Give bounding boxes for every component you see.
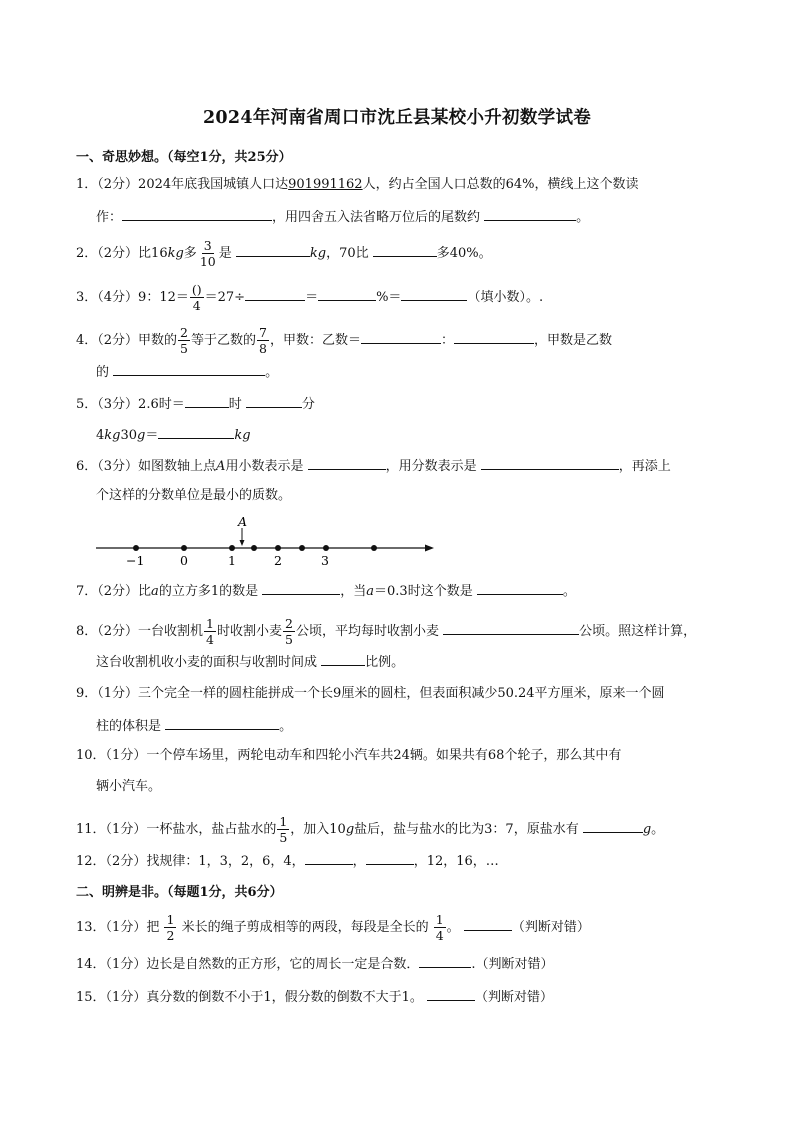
answer-blank[interactable] [246, 394, 302, 408]
answer-blank[interactable] [373, 243, 437, 257]
answer-blank[interactable] [236, 243, 310, 257]
number-line-svg [92, 512, 442, 574]
tick-dot [133, 545, 139, 551]
population-number: 901991162 [288, 177, 363, 192]
question-9-line-2: 柱的体积是 。 [96, 716, 292, 736]
tick-dot [229, 545, 235, 551]
answer-blank[interactable] [321, 652, 365, 666]
question-12: 12．（2分）找规律：1，3，2，6，4， ， ，12，16，… [76, 851, 499, 871]
tick-dot [299, 545, 305, 551]
question-5-line-1: 5．（3分）2.6时＝ 时 分 [76, 394, 315, 414]
answer-blank[interactable] [165, 716, 279, 730]
answer-blank[interactable] [464, 917, 512, 931]
tick-dot [371, 545, 377, 551]
question-8-line-2: 这台收割机收小麦的面积与收割时间成 比例。 [96, 652, 404, 672]
fraction: $\frac{1}{2}$ [166, 912, 175, 943]
question-3: 3．（4分）9：12＝ $\frac{()}{4}$ ＝27÷ ＝ %＝ （填小数）。. [76, 282, 544, 313]
question-10-line-2: 辆小汽车。 [96, 779, 162, 794]
question-11: 11．（1分）一杯盐水，盐占盐水的 $\frac{1}{5}$ ，加入10g盐后，盐与盐水的比为3：7，原盐水有 g。 [76, 814, 665, 845]
number-line-figure [92, 512, 442, 574]
answer-blank[interactable] [427, 987, 475, 1001]
question-1-line-1: 1．（2分）2024年底我国城镇人口达901991162人，约占全国人口总数的64%，横线上这个数读 [76, 177, 639, 192]
fraction: $\frac{1}{5}$ [279, 814, 288, 845]
point-a-arrowhead-icon [240, 540, 245, 546]
tick-dot [251, 545, 257, 551]
answer-blank[interactable] [443, 621, 579, 635]
answer-blank[interactable] [419, 954, 471, 968]
question-15: 15．（1分）真分数的倒数不小于1，假分数的倒数不大于1。 （判断对错） [76, 987, 553, 1007]
tick-dot [275, 545, 281, 551]
section-1-heading: 一、奇思妙想。（每空1分，共25分） [76, 150, 292, 165]
fraction: $\frac{7}{8}$ [259, 325, 267, 356]
tick-label: 1 [228, 553, 236, 568]
answer-blank[interactable] [401, 287, 467, 301]
fraction: $\frac{1}{4}$ [206, 616, 214, 647]
section-2-heading: 二、明辨是非。（每题1分，共6分） [76, 885, 283, 900]
fraction: $\frac{2}{5}$ [180, 325, 188, 356]
answer-blank[interactable] [122, 207, 272, 221]
arrow-head-icon [425, 545, 434, 552]
fraction: $\frac{2}{5}$ [285, 616, 293, 647]
question-5-line-2: 4kg30g＝ kg [96, 425, 251, 445]
answer-blank[interactable] [454, 330, 534, 344]
answer-blank[interactable] [318, 287, 376, 301]
answer-blank[interactable] [481, 456, 619, 470]
answer-blank[interactable] [484, 207, 576, 221]
answer-blank[interactable] [305, 851, 353, 865]
question-8-line-1: 8．（2分）一台收割机 $\frac{1}{4}$ 时收割小麦 $\frac{2}{5}$ 公顷，平均每时收割小麦 公顷。照这样计算， [76, 616, 697, 647]
question-7: 7．（2分）比a的立方多1的数是 ，当a＝0.3时这个数是 。 [76, 581, 576, 601]
page-title: 2024年河南省周口市沈丘县某校小升初数学试卷 [202, 108, 592, 128]
question-6-line-2: 个这样的分数单位是最小的质数。 [96, 488, 292, 503]
point-a-label: A [238, 514, 248, 529]
answer-blank[interactable] [262, 581, 340, 595]
answer-blank[interactable] [477, 581, 563, 595]
question-10-line-1: 10．（1分）一个停车场里，两轮电动车和四轮小汽车共24辆。如果共有68个轮子，那么其中有 [76, 748, 622, 763]
fraction: $\frac{()}{4}$ [191, 282, 202, 313]
tick-dot [181, 545, 187, 551]
answer-blank[interactable] [185, 394, 229, 408]
answer-blank[interactable] [245, 287, 305, 301]
fraction: $\frac{1}{4}$ [435, 912, 444, 943]
tick-label: −1 [126, 553, 145, 568]
tick-label: 3 [321, 553, 329, 568]
question-4-line-2: 的 。 [96, 362, 278, 382]
tick-dot [323, 545, 329, 551]
fraction: $\frac{3}{10}$ [199, 238, 216, 269]
question-2: 2．（2分）比16kg多 $\frac{3}{10}$ 是 kg，70比 多40%。 [76, 238, 492, 269]
answer-blank[interactable] [158, 425, 234, 439]
answer-blank[interactable] [366, 851, 414, 865]
tick-label: 0 [180, 553, 188, 568]
question-1-line-2: 作： ，用四舍五入法省略万位后的尾数约 。 [96, 207, 589, 227]
answer-blank[interactable] [361, 330, 441, 344]
answer-blank[interactable] [308, 456, 386, 470]
question-4-line-1: 4．（2分）甲数的 $\frac{2}{5}$ 等于乙数的 $\frac{7}{8}$ ，甲数：乙数＝ ： ，甲数是乙数 [76, 325, 613, 356]
question-9-line-1: 9．（1分）三个完全一样的圆柱能拼成一个长9厘米的圆柱，但表面积减少50.24平方厘米，原来一个圆 [76, 686, 665, 701]
answer-blank[interactable] [583, 819, 643, 833]
answer-blank[interactable] [113, 362, 265, 376]
question-14: 14．（1分）边长是自然数的正方形，它的周长一定是合数． .（判断对错） [76, 954, 553, 974]
tick-label: 2 [274, 553, 282, 568]
question-13: 13．（1分）把 $\frac{1}{2}$ 米长的绳子剪成相等的两段，每段是全长的 $\frac{1}{4}$ 。 （判断对错） [76, 912, 590, 943]
question-6-line-1: 6．（3分）如图数轴上点A用小数表示是 ，用分数表示是 ，再添上 [76, 456, 671, 476]
